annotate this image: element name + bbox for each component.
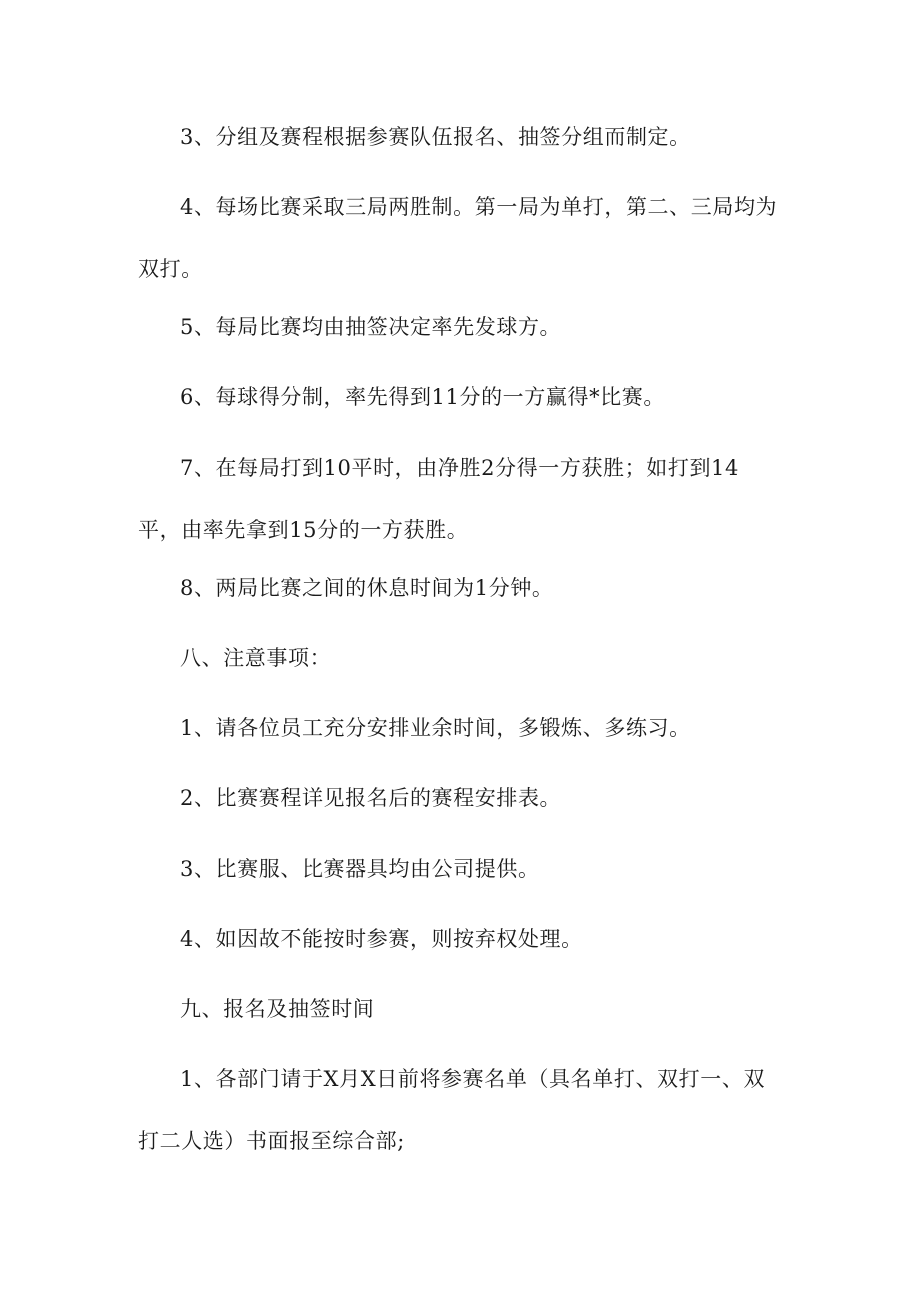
paragraph-rule-3: 3、分组及赛程根据参赛队伍报名、抽签分组而制定。 xyxy=(180,125,691,149)
section-heading-notes: 八、注意事项： xyxy=(180,646,332,670)
paragraph-note-3: 3、比赛服、比赛器具均由公司提供。 xyxy=(180,857,540,881)
paragraph-note-1: 1、请各位员工充分安排业余时间，多锻炼、多练习。 xyxy=(180,716,691,740)
paragraph-registration-1: 1、各部门请于X月X日前将参赛名单（具名单打、双打一、双打二人选）书面报至综合部; xyxy=(138,1067,766,1153)
paragraph-rule-6: 6、每球得分制，率先得到11分的一方赢得*比赛。 xyxy=(180,385,665,409)
paragraph-note-4: 4、如因故不能按时参赛，则按弃权处理。 xyxy=(180,927,583,951)
paragraph-rule-4: 4、每场比赛采取三局两胜制。第一局为单打，第二、三局均为双打。 xyxy=(138,195,778,281)
paragraph-rule-7: 7、在每局打到10平时，由净胜2分得一方获胜；如打到14平，由率先拿到15分的一方获胜。 xyxy=(138,456,739,542)
paragraph-rule-8: 8、两局比赛之间的休息时间为1分钟。 xyxy=(180,576,554,600)
paragraph-rule-5: 5、每局比赛均由抽签决定率先发球方。 xyxy=(180,315,562,339)
paragraph-note-2: 2、比赛赛程详见报名后的赛程安排表。 xyxy=(180,786,562,810)
section-heading-registration: 九、报名及抽签时间 xyxy=(180,997,375,1021)
